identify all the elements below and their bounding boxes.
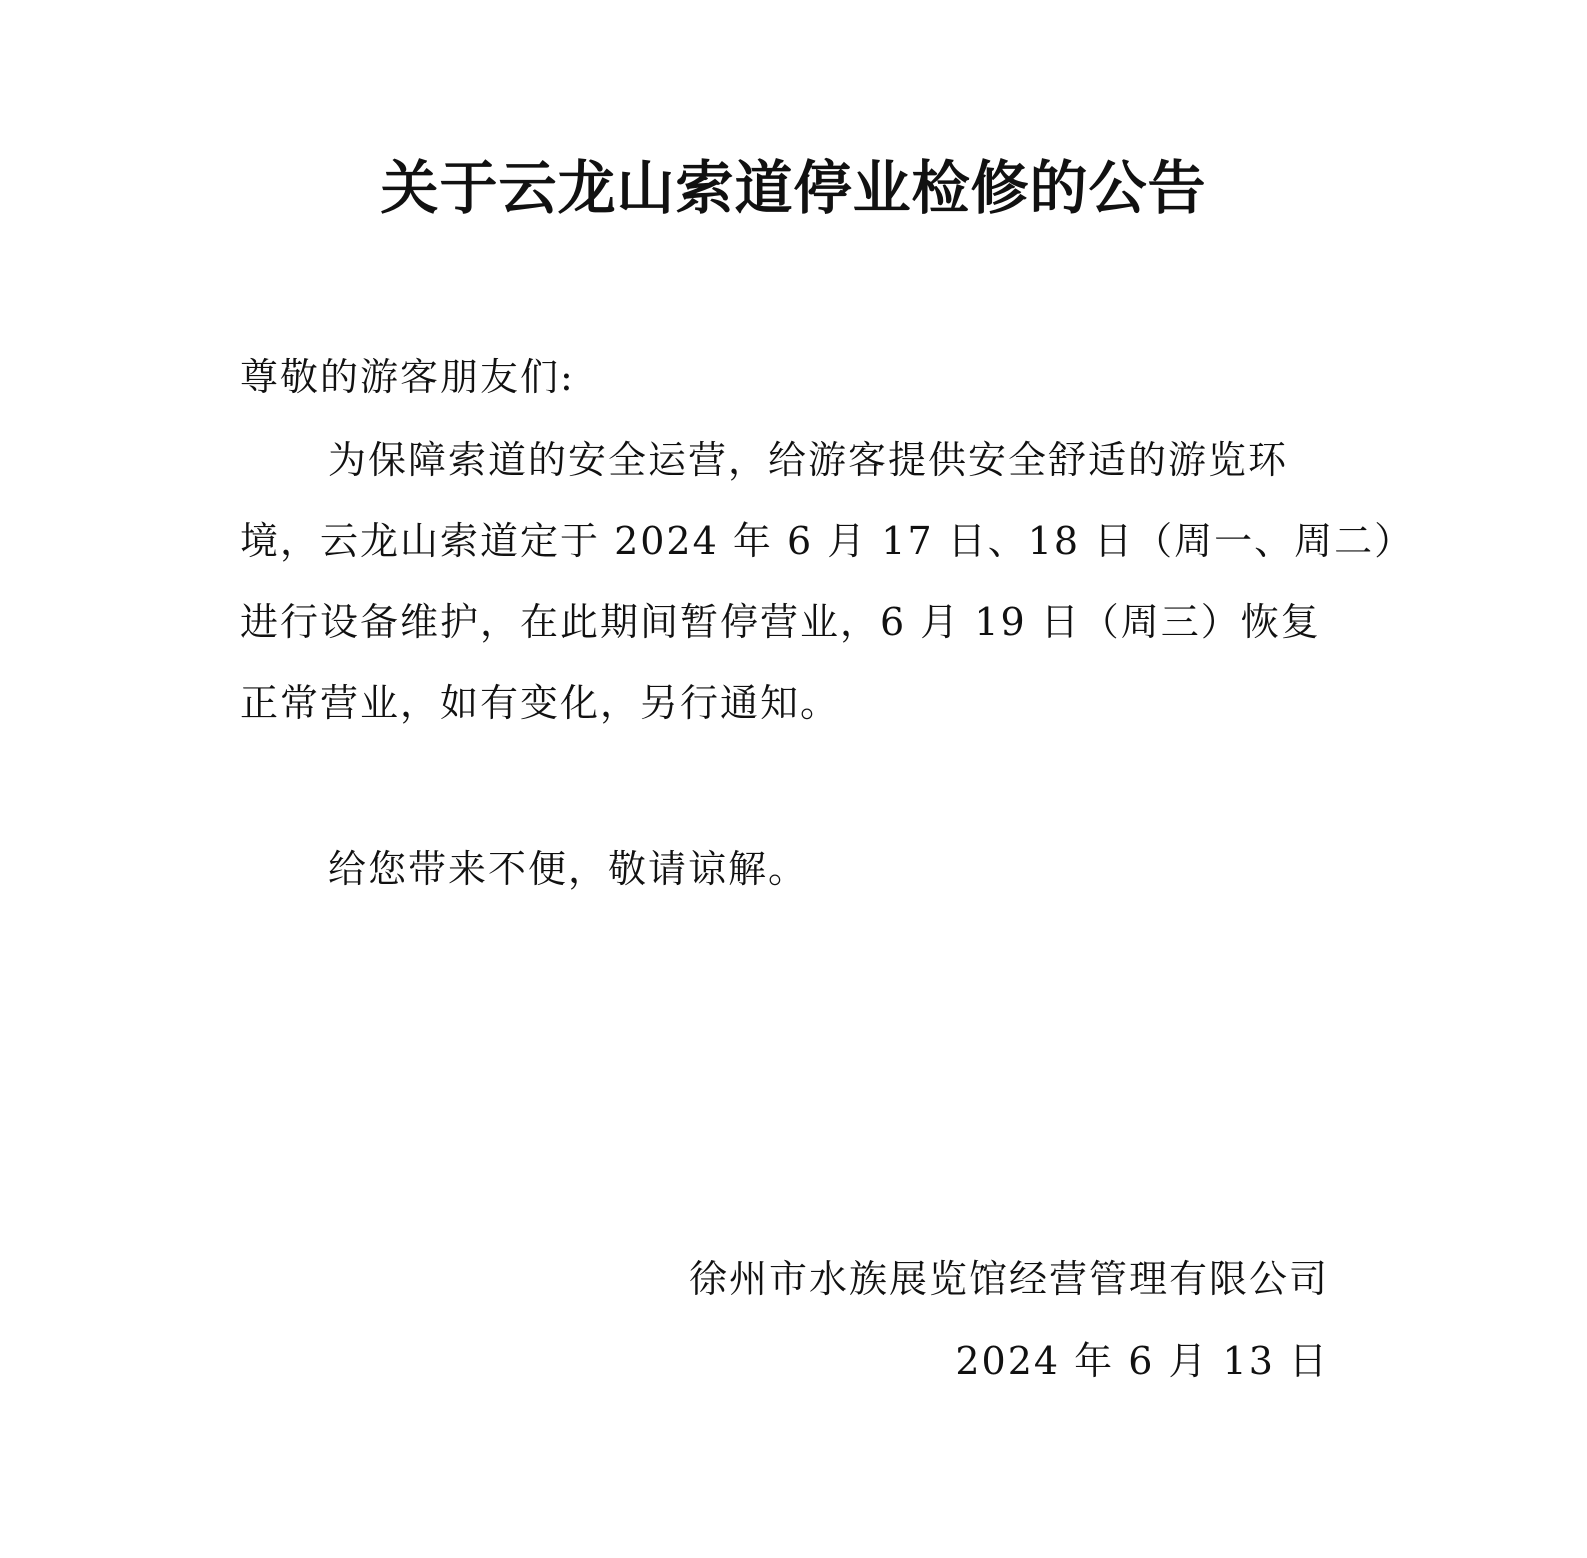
signer-organization: 徐州市水族展览馆经营管理有限公司 [688, 1257, 1329, 1301]
closing-remark: 给您带来不便，敬请谅解。 [328, 847, 809, 891]
body-line-2: 境，云龙山索道定于 2024 年 6 月 17 日、18 日（周一、周二） [240, 519, 1415, 563]
body-line-3: 进行设备维护，在此期间暂停营业，6 月 19 日（周三）恢复 [240, 600, 1321, 644]
issue-date: 2024 年 6 月 13 日 [955, 1339, 1329, 1383]
body-line-1: 为保障索道的安全运营，给游客提供安全舒适的游览环 [328, 438, 1289, 482]
body-line-4: 正常营业，如有变化，另行通知。 [240, 681, 841, 725]
salutation: 尊敬的游客朋友们: [240, 355, 575, 399]
notice-title: 关于云龙山索道停业检修的公告 [380, 154, 1207, 222]
